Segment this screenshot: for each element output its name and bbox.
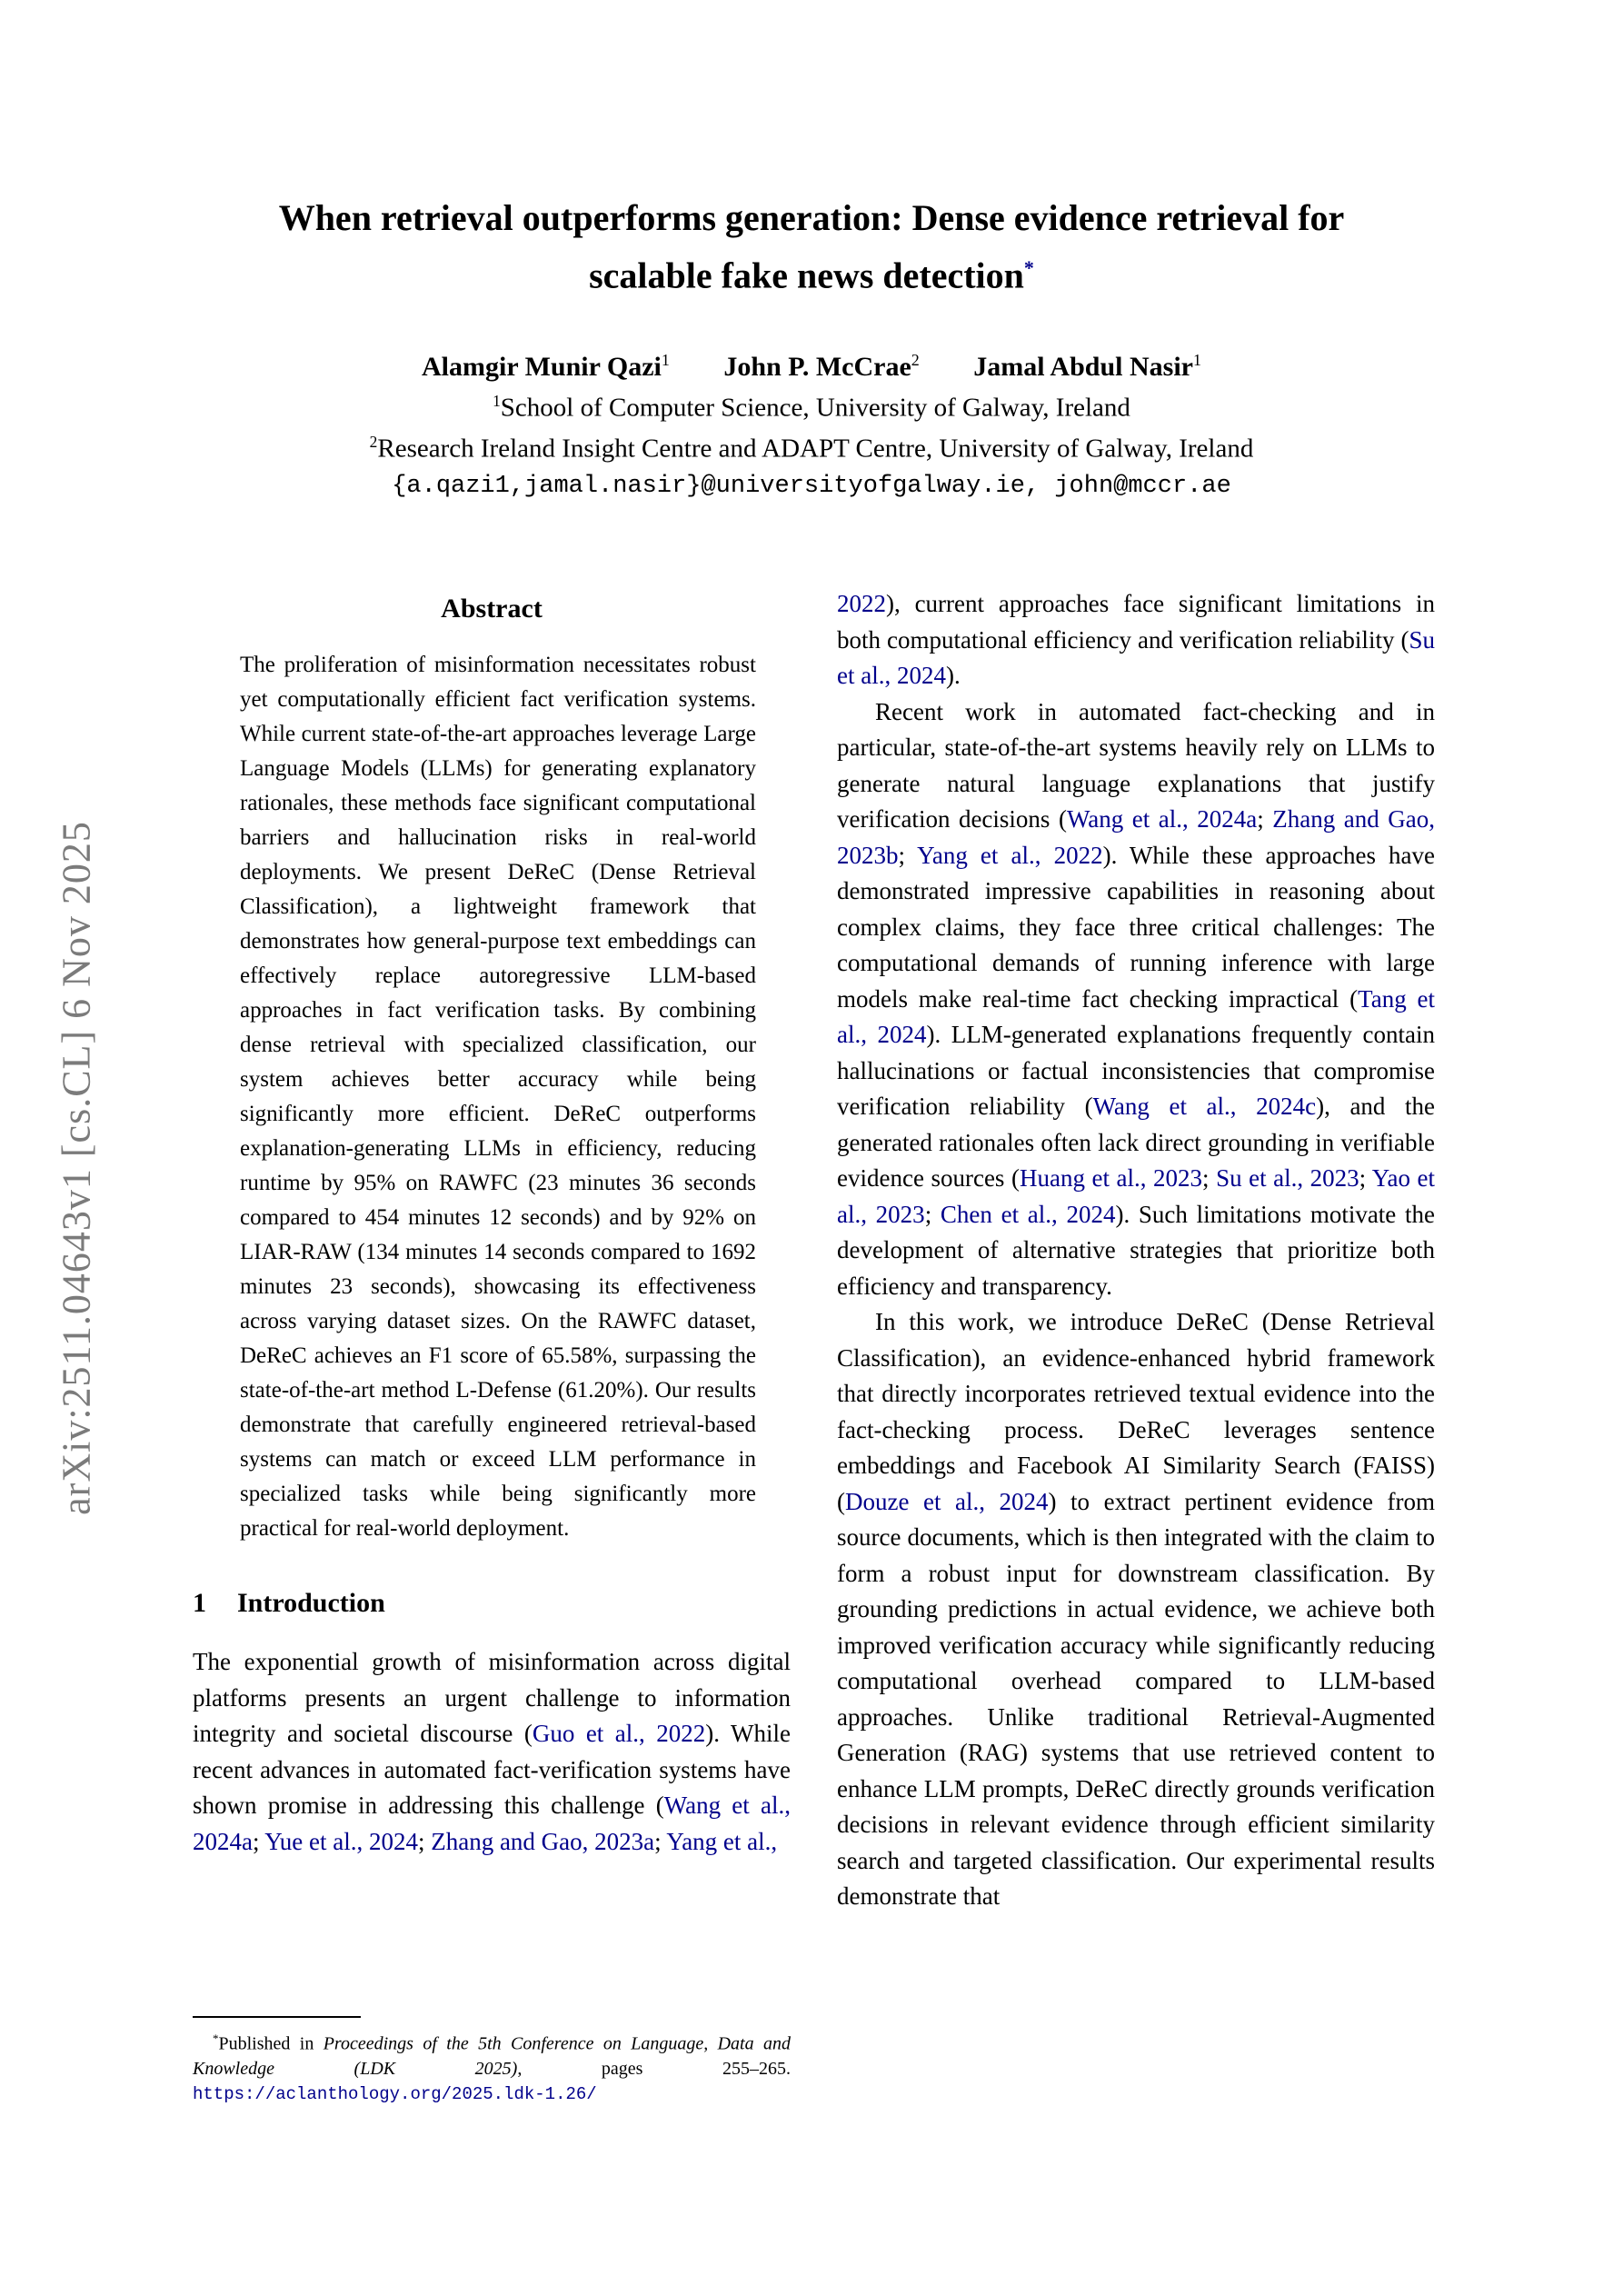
paper-title-line1: When retrieval outperforms generation: Dense evidence retrieval for <box>278 197 1345 238</box>
text-segment: ), and the generated rationales often lack direct grounding in verifiable evidence sources ( <box>837 1093 1435 1192</box>
author-1 <box>422 352 670 382</box>
footnote-rule <box>193 2016 361 2018</box>
section-1-number: 1 <box>193 1588 206 1618</box>
text-segment: ; <box>1359 1164 1372 1192</box>
citation-link[interactable]: Yang et al., <box>666 1827 778 1855</box>
paper-title-line2-text: scalable fake news detection <box>589 255 1024 296</box>
citation-link[interactable]: Guo et al., 2022 <box>532 1720 706 1747</box>
footnote-text <box>193 2026 791 2107</box>
footnote <box>193 2016 791 2107</box>
affiliation-2-text: Research Ireland Insight Centre and ADAPT Centre, University of Galway, Ireland <box>377 434 1254 464</box>
citation-link[interactable]: Chen et al., 2024 <box>940 1200 1116 1228</box>
abstract-heading: Abstract <box>441 594 543 624</box>
text-segment: ; <box>252 1827 265 1855</box>
right-column <box>837 586 1435 1915</box>
text-segment: ; <box>1257 805 1273 833</box>
text-segment: Published in <box>218 2033 324 2054</box>
citation-link[interactable]: Zhang and Gao, 2023a <box>431 1827 655 1855</box>
right-column-paragraph-1 <box>837 586 1435 694</box>
citation-link[interactable]: Yao et al., 2023 <box>837 1164 1436 1228</box>
text-segment: ; <box>898 841 918 869</box>
text-segment: ; <box>654 1827 667 1855</box>
author-3 <box>973 352 1201 382</box>
text-segment: The exponential growth of misinformation across digital platforms presents an urgent challenge to information integrity and societal discourse ( <box>193 1648 791 1747</box>
text-segment: ) to extract pertinent evidence from source documents, which is then integrated with the claim to form a robust input for downstream classification. By grounding predictions in actual evidence, we achieve both improved verification accuracy while significantly reducing computational overhead compared to LLM-based approaches. Unlike traditional Retrieval-Augmented Generation (RAG) systems that use retrieved content to enhance LLM prompts, DeReC directly grounds verification decisions in relevant evidence through efficient similarity search and targeted classification. Our experimental results demonstrate that <box>837 1487 1436 1910</box>
citation-link[interactable]: Su et al., 2023 <box>1216 1164 1359 1192</box>
authors-row <box>0 351 1623 383</box>
text-segment: , pages 255–265. <box>517 2058 791 2079</box>
affiliation-1-text: School of Computer Science, University of Galway, Ireland <box>500 393 1130 423</box>
affiliation-1 <box>0 392 1623 424</box>
text-segment: ). <box>945 662 961 689</box>
citation-link[interactable]: Zhang and Gao, 2023b <box>837 805 1435 869</box>
citation-link[interactable]: 2022 <box>837 590 886 617</box>
text-segment: ). While recent advances in automated fact-verification systems have shown promise in addressing this challenge ( <box>193 1720 791 1819</box>
citation-link[interactable]: Wang et al., 2024a <box>193 1792 791 1855</box>
text-segment: ; <box>924 1200 941 1228</box>
footnote-url-link[interactable]: https://aclanthology.org/2025.ldk-1.26/ <box>193 2083 597 2104</box>
author-1-name: Alamgir Munir Qazi <box>422 352 662 383</box>
text-segment: ; <box>1202 1164 1217 1192</box>
text-segment: ; <box>417 1827 432 1855</box>
section-1-title: Introduction <box>237 1588 385 1618</box>
title-footnote-asterisk-link[interactable]: * <box>1023 256 1034 279</box>
affiliation-2-superscript: 2 <box>369 432 378 451</box>
text-segment: In this work, we introduce DeReC (Dense Retrieval Classification), an evidence-enhanced hybrid framework that directly incorporates retrieved textual evidence into the fact-checking process. DeReC leverages sentence embeddings and Facebook AI Similarity Search (FAISS) ( <box>837 1308 1435 1515</box>
section-1-heading <box>193 1588 791 1619</box>
citation-link[interactable]: Tang et al., 2024 <box>837 984 1435 1048</box>
citation-link[interactable]: Wang et al., 2024c <box>1092 1093 1317 1120</box>
author-2-name: John P. McCrae <box>723 352 911 383</box>
citation-link[interactable]: Huang et al., 2023 <box>1019 1164 1203 1192</box>
text-segment: ). While these approaches have demonstrated impressive capabilities in reasoning about complex claims, they face three critical challenges: The computational demands of running inference with large models make real-time fact checking impractical ( <box>837 841 1435 1013</box>
right-column-paragraph-2 <box>837 694 1435 1305</box>
text-segment: ), current approaches face significant limitations in both computational efficiency and verification reliability ( <box>837 590 1435 654</box>
author-1-affiliation-superscript: 1 <box>661 351 670 370</box>
citation-link[interactable]: Douze et al., 2024 <box>845 1487 1049 1515</box>
author-2 <box>723 352 919 382</box>
affiliation-2 <box>0 433 1623 464</box>
abstract-text: The proliferation of misinformation necessitates robust yet computationally efficient fact verification systems. While current state-of-the-art approaches leverage Large Language Models (LLMs) for generating explanatory rationales, these methods face significant computational barriers and hallucination risks in real-world deployments. We present DeReC (Dense Retrieval Classification), a lightweight framework that demonstrates how general-purpose text embeddings can effectively replace autoregressive LLM-based approaches in fact verification tasks. By combining dense retrieval with specialized classification, our system achieves better accuracy while being significantly more efficient. DeReC outperforms explanation-generating LLMs in efficiency, reducing runtime by 95% on RAWFC (23 minutes 36 seconds compared to 454 minutes 12 seconds) and by 92% on LIAR-RAW (134 minutes 14 seconds compared to 1692 minutes 23 seconds), showcasing its effectiveness across varying dataset sizes. On the RAWFC dataset, DeReC achieves an F1 score of 65.58%, surpassing the state-of-the-art method L-Defense (61.20%). Our results demonstrate that carefully engineered retrieval-based systems can match or exceed LLM performance in specialized tasks while being significantly more practical for real-world deployment. <box>240 653 756 1541</box>
author-emails: {a.qazi1,jamal.nasir}@universityofgalway.ie, john@mccr.ae <box>392 472 1231 500</box>
author-2-affiliation-superscript: 2 <box>911 351 920 370</box>
arxiv-watermark: arXiv:2511.04643v1 [cs.CL] 6 Nov 2025 <box>54 821 99 1515</box>
paper-header <box>0 193 1623 500</box>
intro-paragraph <box>193 1644 791 1860</box>
text-segment: Recent work in automated fact-checking and in particular, state-of-the-art systems heavily rely on LLMs to generate natural language explanations that justify verification decisions ( <box>837 697 1435 833</box>
left-column <box>193 586 791 1860</box>
citation-link[interactable]: Yue et al., 2024 <box>264 1827 418 1855</box>
paper-title-line2 <box>0 243 1623 300</box>
italic-text: Proceedings of the 5th Conference on Language, Data and Knowledge (LDK 2025) <box>193 2033 791 2079</box>
footnote-asterisk: * <box>213 2031 219 2045</box>
author-3-affiliation-superscript: 1 <box>1192 351 1201 370</box>
right-column-paragraph-3 <box>837 1304 1435 1915</box>
citation-link[interactable]: Su et al., 2024 <box>837 625 1435 689</box>
text-segment: ). LLM-generated explanations frequently contain hallucinations or factual inconsistencies that compromise verification reliability ( <box>837 1021 1435 1120</box>
text-segment: ). Such limitations motivate the development of alternative strategies that prioritize both efficiency and transparency. <box>837 1200 1435 1300</box>
affiliation-1-superscript: 1 <box>493 392 501 411</box>
citation-link[interactable]: Wang et al., 2024a <box>1066 805 1258 833</box>
author-3-name: Jamal Abdul Nasir <box>973 352 1193 383</box>
citation-link[interactable]: Yang et al., 2022 <box>917 841 1103 869</box>
